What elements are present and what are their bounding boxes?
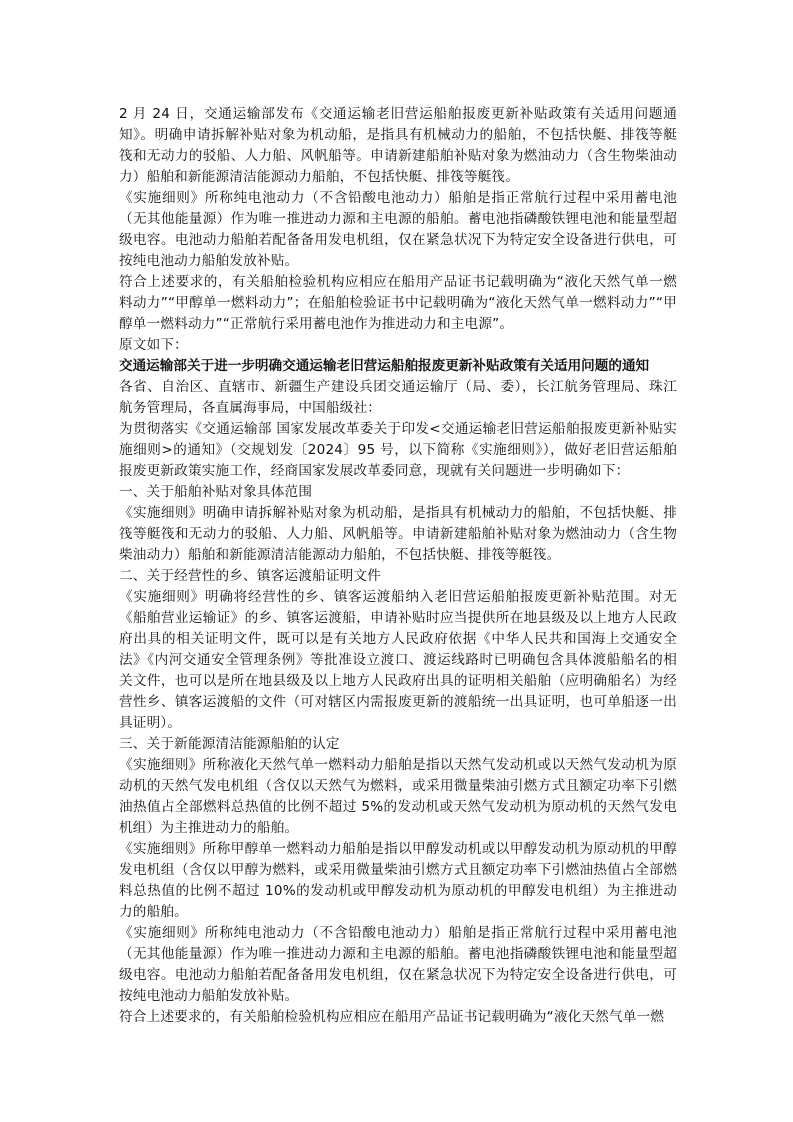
section-3-paragraph-2: 《实施细则》所称甲醇单一燃料动力船舶是指以甲醇发动机或以甲醇发动机为原动机的甲醇发电机组（含仅以甲醇为燃料，或采用微量柴油引燃方式且额定功率下引燃油热值占全部燃料总热值的比例不超过 10%的发动机或甲醇发动机为原动机的甲醇发电机组）为主推进动力的船舶。 — [119, 841, 677, 920]
section-3-paragraph-1: 《实施细则》所称液化天然气单一燃料动力船舶是指以天然气发动机或以天然气发动机为原动机的天然气发电机组（含仅以天然气为燃料，或采用微量柴油引燃方式且额定功率下引燃油热值占全部燃料总热值的比例不超过 5%的发动机或天然气发动机为原动机的天然气发电机组）为主推进动力的船舶。 — [119, 757, 677, 836]
document-page — [119, 104, 677, 1028]
section-2-heading: 二、关于经营性的乡、镇客运渡船证明文件 — [119, 568, 382, 584]
addressees: 各省、自治区、直辖市、新疆生产建设兵团交通运输厅（局、委），长江航务管理局、珠江航务管理局，各直属海事局，中国船级社： — [119, 379, 677, 416]
preamble: 为贯彻落实《交通运输部 国家发展改革委关于印发<交通运输老旧营运船舶报废更新补贴实施细则>的通知》（交规划发〔2024〕95 号，以下简称《实施细则》），做好老旧营运船舶报废更新政策实施工作，经商国家发展改革委同意，现就有关问题进一步明确如下： — [119, 421, 677, 479]
intro-paragraph-2: 《实施细则》所称纯电池动力（不含铅酸电池动力）船舶是指正常航行过程中采用蓄电池（无其他能量源）作为唯一推进动力源和主电源的船舶。蓄电池指磷酸铁锂电池和能量型超级电容。电池动力船舶若配备备用发电机组，仅在紧急状况下为特定安全设备进行供电，可按纯电池动力船舶发放补贴。 — [119, 190, 677, 269]
intro-paragraph-3: 符合上述要求的，有关船舶检验机构应相应在船用产品证书记载明确为“液化天然气单一燃料动力”“甲醇单一燃料动力”；在船舶检验证书中记载明确为“液化天然气单一燃料动力”“甲醇单一燃料动力”“正常航行采用蓄电池作为推进动力和主电源”。 — [119, 274, 677, 332]
section-2-paragraph-1: 《实施细则》明确将经营性的乡、镇客运渡船纳入老旧营运船舶报废更新补贴范围。对无《船舶营业运输证》的乡、镇客运渡船，申请补贴时应当提供所在地县级及以上地方人民政府出具的相关证明文件，既可以是有关地方人民政府依据《中华人民共和国海上交通安全法》《内河交通安全管理条例》等批准设立渡口、渡运线路时已明确包含具体渡船船名的相关文件，也可以是所在地县级及以上地方人民政府出具的证明相关船舶（应明确船名）为经营性乡、镇客运渡船的文件（可对辖区内需报废更新的渡船统一出具证明，也可单船逐一出具证明）。 — [119, 589, 677, 731]
section-3-heading: 三、关于新能源清洁能源船舶的认定 — [119, 736, 340, 752]
section-1-paragraph-1: 《实施细则》明确申请拆解补贴对象为机动船，是指具有机械动力的船舶，不包括快艇、排筏等艇筏和无动力的驳船、人力船、风帆船等。申请新建船舶补贴对象为燃油动力（含生物柴油动力）船舶和新能源清洁能源动力船舶，不包括快艇、排筏等艇筏。 — [119, 505, 677, 563]
notice-title: 交通运输部关于进一步明确交通运输老旧营运船舶报废更新补贴政策有关适用问题的通知 — [119, 358, 650, 374]
original-text-label: 原文如下： — [119, 337, 188, 353]
section-3-paragraph-4: 符合上述要求的，有关船舶检验机构应相应在船用产品证书记载明确为“液化天然气单一燃 — [119, 1009, 665, 1025]
section-1-heading: 一、关于船舶补贴对象具体范围 — [119, 484, 313, 500]
section-3-paragraph-3: 《实施细则》所称纯电池动力（不含铅酸电池动力）船舶是指正常航行过程中采用蓄电池（无其他能量源）作为唯一推进动力源和主电源的船舶。蓄电池指磷酸铁锂电池和能量型超级电容。电池动力船舶若配备备用发电机组，仅在紧急状况下为特定安全设备进行供电，可按纯电池动力船舶发放补贴。 — [119, 925, 677, 1004]
intro-paragraph-1: 2 月 24 日，交通运输部发布《交通运输老旧营运船舶报废更新补贴政策有关适用问题通知》。明确申请拆解补贴对象为机动船，是指具有机械动力的船舶，不包括快艇、排筏等艇筏和无动力的驳船、人力船、风帆船等。申请新建船舶补贴对象为燃油动力（含生物柴油动力）船舶和新能源清洁能源动力船舶，不包括快艇、排筏等艇筏。 — [119, 106, 677, 185]
